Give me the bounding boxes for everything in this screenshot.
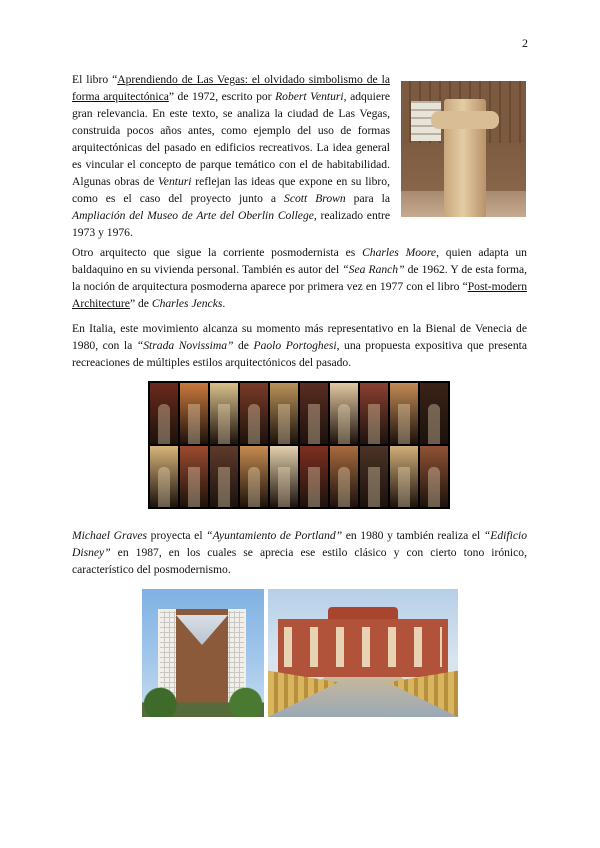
photo-venturi-column: [401, 81, 526, 217]
strada-facade-tile: [390, 383, 418, 444]
ayuntamiento-name: “Ayuntamiento de Portland”: [206, 529, 343, 542]
photo-trees: [142, 685, 264, 717]
book-title-las-vegas: Aprendiendo de Las Vegas: el olvidado simbolismo de la forma arquitectónica: [72, 73, 390, 103]
strada-facade-opening: [308, 467, 319, 507]
text: en 1980 y también realiza el: [342, 529, 484, 542]
text: , adquiere gran relevancia. En este texto, se analiza la ciudad de Las Vegas, construida pocos años antes, como ejemplo del uso de formas arquitectónicas del pasado en edificios recreativos. La idea general es vincular el concepto de parque temático con el de habitabilidad. Algunas obras de: [72, 90, 390, 188]
scott-brown-name: Scott Brown: [284, 192, 346, 205]
page-number: 2: [522, 36, 528, 50]
strada-facade-tile: [240, 383, 268, 444]
book-title-postmodern: Post-modern Architecture: [72, 280, 527, 310]
text: Otro arquitecto que sigue la corriente posmodernista es: [72, 246, 363, 259]
quote-mark: ”: [168, 90, 175, 103]
photo-dwarf-columns: [284, 627, 442, 667]
text: de: [135, 297, 152, 310]
portoghesi-name: Paolo Portoghesi: [253, 339, 337, 352]
strada-facade-tile: [420, 446, 448, 507]
text: , una propuesta expositiva que presenta recreaciones de múltiples estilos arquitectónicos del pasado.: [72, 339, 527, 369]
text: , realizado entre 1973 y 1976.: [72, 209, 390, 239]
strada-facade-tile: [210, 383, 238, 444]
strada-facade-tile: [360, 383, 388, 444]
jencks-name: Charles Jencks: [151, 297, 223, 310]
strada-facade-opening: [248, 467, 259, 507]
quote-mark: “: [112, 73, 118, 86]
text: El libro: [72, 73, 113, 86]
strada-facade-tile: [150, 446, 178, 507]
disney-name: “Edificio Disney”: [72, 529, 527, 559]
paragraph-michael-graves: [72, 527, 527, 578]
strada-facade-opening: [158, 467, 169, 507]
paragraph-strada-novissima: [72, 320, 527, 371]
strada-facade-tile: [210, 446, 238, 507]
strada-facade-tile: [270, 446, 298, 507]
text: reflejan las ideas que expone en su libro, como es el caso del proyecto junto a: [72, 175, 390, 205]
strada-facade-tile: [300, 446, 328, 507]
photo-column-capital: [431, 111, 499, 129]
photo-strada-novissima-grid: [148, 381, 450, 509]
graves-name: Michael Graves: [72, 529, 148, 542]
strada-facade-opening: [338, 467, 349, 507]
moore-name: Charles Moore: [362, 246, 437, 259]
strada-facade-opening: [218, 467, 229, 507]
strada-facade-opening: [398, 404, 409, 444]
strada-facade-tile: [150, 383, 178, 444]
text: , quien adapta un baldaquino en su vivienda personal. También es autor del: [72, 246, 527, 276]
quote-mark: “: [462, 280, 468, 293]
paragraph-las-vegas: [72, 71, 390, 241]
strada-facade-opening: [428, 467, 439, 507]
strada-facade-tile: [300, 383, 328, 444]
strada-facade-opening: [248, 404, 259, 444]
strada-facade-opening: [188, 404, 199, 444]
strada-facade-tile: [360, 446, 388, 507]
text: .: [222, 297, 226, 310]
quote-mark: ”: [129, 297, 136, 310]
text: de 1962. Y de esta forma, la noción de arquitectura posmoderna aparece por primera vez en 1977 con el libro: [72, 263, 528, 293]
strada-facade-opening: [428, 404, 439, 444]
strada-facade-opening: [398, 467, 409, 507]
strada-facade-tile: [180, 383, 208, 444]
strada-facade-opening: [278, 467, 289, 507]
strada-facade-opening: [158, 404, 169, 444]
strada-facade-opening: [278, 404, 289, 444]
text: de: [233, 339, 254, 352]
text: En Italia, este movimiento alcanza su momento más representativo en la Bienal de Venecia de 1980, con la: [72, 322, 527, 352]
strada-facade-tile: [270, 383, 298, 444]
strada-facade-opening: [218, 404, 229, 444]
photo-portland-building: [142, 589, 264, 717]
strada-facade-opening: [368, 467, 379, 507]
strada-facade-tile: [330, 383, 358, 444]
text: en 1987, en los cuales se aprecia ese estilo clásico y con cierto tono irónico, característico del posmodernismo.: [72, 546, 527, 576]
strada-facade-opening: [308, 404, 319, 444]
sea-ranch-name: “Sea Ranch”: [342, 263, 405, 276]
paragraph-charles-moore: [72, 244, 527, 312]
strada-facade-opening: [368, 404, 379, 444]
text: proyecta el: [147, 529, 207, 542]
venturi-name: Venturi: [158, 175, 192, 188]
project-name: Ampliación del Museo de Arte del Oberlin College: [72, 209, 314, 222]
author-venturi: Robert Venturi: [275, 90, 344, 103]
strada-facade-tile: [390, 446, 418, 507]
strada-facade-opening: [188, 467, 199, 507]
strada-facade-tile: [240, 446, 268, 507]
text: para la: [345, 192, 390, 205]
strada-facade-tile: [330, 446, 358, 507]
photo-disney-building: [268, 589, 458, 717]
strada-facade-tile: [180, 446, 208, 507]
strada-name: “Strada Novissima”: [136, 339, 234, 352]
strada-facade-tile: [420, 383, 448, 444]
strada-facade-opening: [338, 404, 349, 444]
text: de 1972, escrito por: [174, 90, 276, 103]
